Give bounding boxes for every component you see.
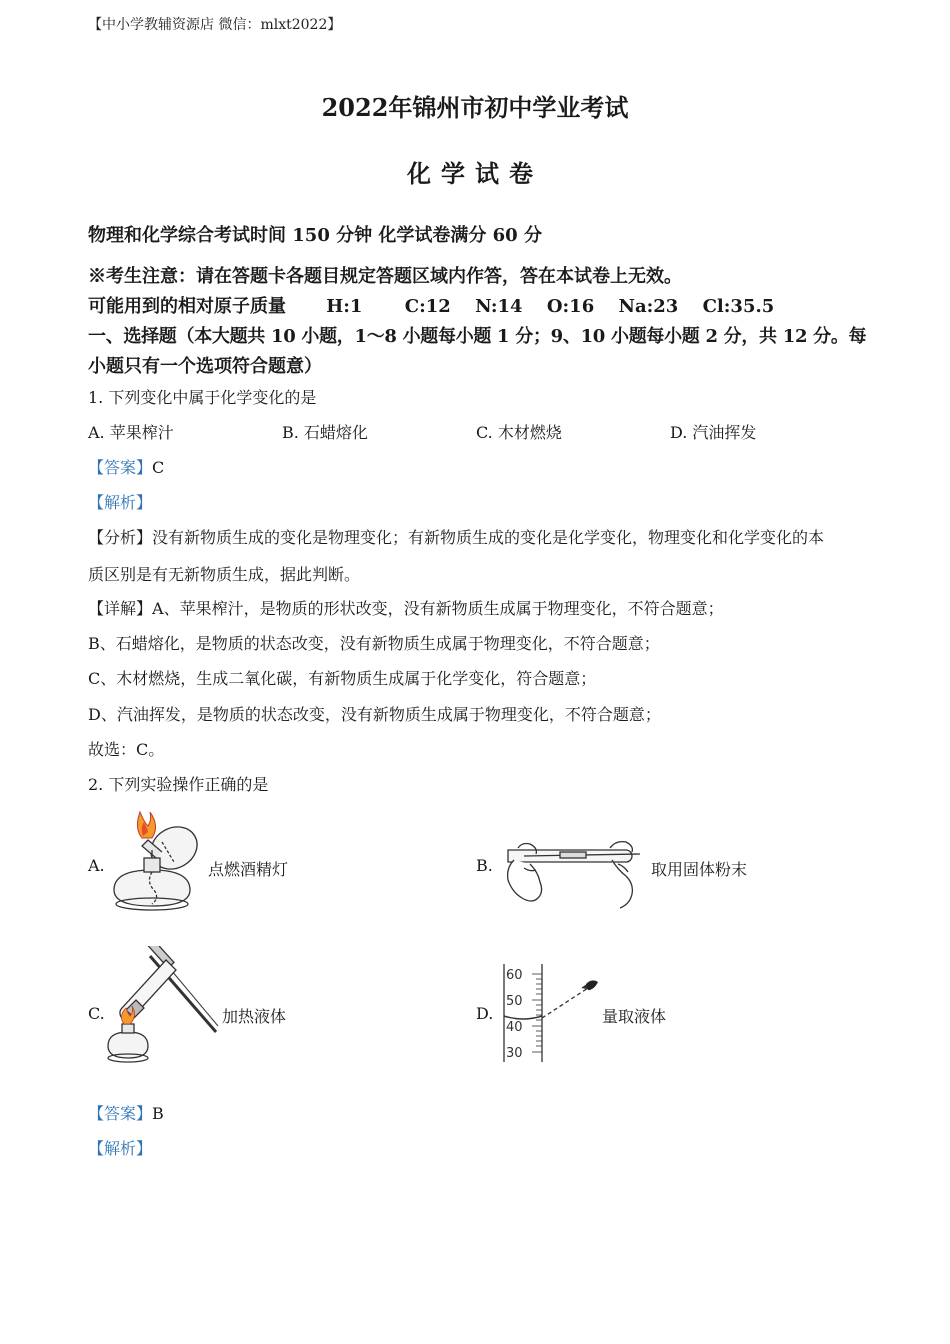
answer-tag: 【答案】 (88, 1104, 153, 1123)
q1-option-d: D. 汽油挥发 (670, 423, 757, 442)
atomic-mass-h: H:1 (326, 296, 363, 317)
analysis-label: 【分析】 (88, 528, 153, 547)
graduated-cylinder-illustration (500, 962, 604, 1066)
header-note: 【中小学教辅资源店 微信：mlxt2022】 (88, 17, 342, 33)
cylinder-tick-30: 30 (506, 1046, 523, 1061)
atomic-mass-label: 可能用到的相对原子质量 (88, 296, 286, 317)
q2-option-a-caption: 点燃酒精灯 (208, 860, 289, 879)
q1-answer: C (152, 458, 165, 477)
atomic-mass-c: C:12 (404, 296, 451, 317)
cylinder-tick-50: 50 (506, 994, 523, 1009)
q2-answer-line (88, 1101, 164, 1124)
q2-option-d-caption: 量取液体 (602, 1007, 667, 1026)
q1-option-b: B. 石蜡熔化 (282, 423, 368, 442)
q2-option-c-letter: C. (88, 1004, 105, 1023)
section-heading-line1: 一、选择题（本大题共 10 小题，1～8 小题每小题 1 分；9、10 小题每小题 2 分，共 12 分。每 (88, 326, 867, 347)
q1-option-a: A. 苹果榨汁 (88, 423, 174, 442)
section-heading-line2: 小题只有一个选项符合题意） (88, 356, 322, 377)
q1-analysis-line2: 质区别是有无新物质生成，据此判断。 (88, 565, 361, 584)
powder-into-test-tube-illustration (494, 834, 644, 910)
q2-option-d-letter: D. (476, 1004, 494, 1023)
q2-stem: 2. 下列实验操作正确的是 (88, 775, 269, 794)
q2-option-a-letter: A. (88, 856, 105, 875)
detail-a: A、苹果榨汁，是物质的形状改变，没有新物质生成属于物理变化，不符合题意； (152, 599, 724, 618)
exam-notice: ※考生注意：请在答题卡各题目规定答题区域内作答，答在本试卷上无效。 (88, 266, 682, 287)
lighting-alcohol-lamp-illustration (104, 808, 204, 914)
atomic-mass-line (88, 292, 774, 318)
atomic-mass-n: N:14 (475, 296, 523, 317)
q1-conclusion: 故选：C。 (88, 740, 165, 759)
q2-analysis-tag: 【解析】 (88, 1139, 153, 1158)
analysis-text-1: 没有新物质生成的变化是物理变化；有新物质生成的变化是化学变化，物理变化和化学变化的本 (152, 528, 825, 547)
exam-title: 2022年锦州市初中学业考试 (321, 93, 629, 122)
q2-option-b-letter: B. (476, 856, 493, 875)
atomic-mass-cl: Cl:35.5 (702, 296, 775, 317)
exam-subtitle: 化学试卷 (407, 159, 543, 188)
exam-info: 物理和化学综合考试时间 150 分钟 化学试卷满分 60 分 (88, 225, 542, 246)
atomic-mass-na: Na:23 (618, 296, 679, 317)
q1-answer-line (88, 455, 164, 478)
q1-analysis-line1 (88, 525, 824, 548)
answer-tag: 【答案】 (88, 458, 153, 477)
q1-detail-b: B、石蜡熔化，是物质的状态改变，没有新物质生成属于物理变化，不符合题意； (88, 634, 660, 653)
q1-detail-c: C、木材燃烧，生成二氧化碳，有新物质生成属于化学变化，符合题意； (88, 669, 597, 688)
atomic-mass-o: O:16 (546, 296, 595, 317)
detail-label: 【详解】 (88, 599, 153, 618)
q2-option-c-caption: 加热液体 (222, 1007, 287, 1026)
cylinder-tick-60: 60 (506, 968, 523, 983)
q1-analysis-tag: 【解析】 (88, 493, 153, 512)
q2-option-b-caption: 取用固体粉末 (651, 860, 748, 879)
q1-option-c: C. 木材燃烧 (476, 423, 562, 442)
q1-detail-d: D、汽油挥发，是物质的状态改变，没有新物质生成属于物理变化，不符合题意； (88, 705, 661, 724)
q1-stem: 1. 下列变化中属于化学变化的是 (88, 388, 317, 407)
q1-detail-a-line (88, 596, 724, 619)
heating-liquid-illustration (100, 946, 220, 1064)
cylinder-tick-40: 40 (506, 1020, 523, 1035)
q2-answer: B (152, 1104, 164, 1123)
